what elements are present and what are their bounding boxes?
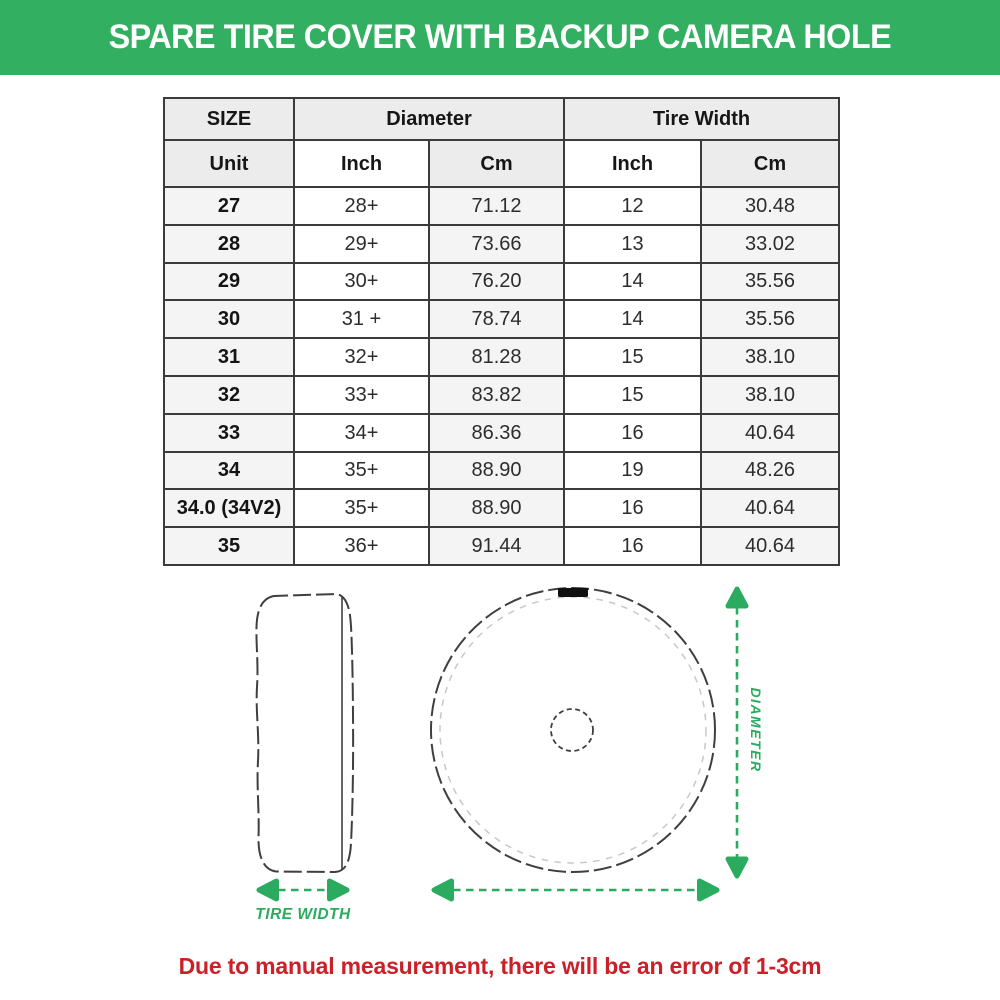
cell-width-cm: 40.64	[701, 489, 839, 527]
table-row	[164, 414, 839, 452]
col-header-size: SIZE	[164, 98, 294, 140]
col-header-unit: Unit	[164, 140, 294, 187]
table-row	[164, 489, 839, 527]
cell-width-cm: 40.64	[701, 527, 839, 565]
cell-size: 31	[164, 338, 294, 376]
cell-width-inch: 15	[564, 376, 701, 414]
col-header-diameter: Diameter	[294, 98, 564, 140]
cell-diameter-inch: 35+	[294, 452, 429, 490]
table-group-header-row	[164, 98, 839, 140]
cell-size: 29	[164, 263, 294, 301]
table-row	[164, 187, 839, 225]
cell-diameter-cm: 88.90	[429, 452, 564, 490]
tire-width-arrow	[259, 881, 347, 899]
col-header-diameter-cm: Cm	[429, 140, 564, 187]
col-header-diameter-inch: Inch	[294, 140, 429, 187]
cell-width-inch: 15	[564, 338, 701, 376]
backup-camera-hole	[551, 709, 593, 751]
banner-title: SPARE TIRE COVER WITH BACKUP CAMERA HOLE	[108, 18, 892, 56]
tire-diagram	[230, 575, 790, 935]
cell-size: 35	[164, 527, 294, 565]
cell-width-inch: 16	[564, 414, 701, 452]
arrowhead-left-icon	[434, 881, 452, 899]
cell-diameter-inch: 28+	[294, 187, 429, 225]
cell-diameter-cm: 76.20	[429, 263, 564, 301]
cell-diameter-cm: 81.28	[429, 338, 564, 376]
table-unit-header-row	[164, 140, 839, 187]
cell-size: 28	[164, 225, 294, 263]
diameter-arrow	[728, 589, 746, 876]
cell-width-inch: 14	[564, 300, 701, 338]
tire-front-view	[431, 588, 715, 872]
tire-side-view	[256, 594, 353, 872]
cell-width-inch: 12	[564, 187, 701, 225]
measurement-note: Due to manual measurement, there will be an error of 1-3cm	[178, 953, 822, 979]
table-row	[164, 376, 839, 414]
cell-size: 32	[164, 376, 294, 414]
cell-width-cm: 38.10	[701, 338, 839, 376]
arrowhead-right-icon	[700, 881, 718, 899]
table-row	[164, 225, 839, 263]
cell-width-cm: 48.26	[701, 452, 839, 490]
circle-width-arrow	[434, 881, 717, 899]
arrowhead-up-icon	[728, 589, 746, 606]
cell-diameter-inch: 33+	[294, 376, 429, 414]
arrowhead-right-icon	[330, 881, 348, 899]
cell-diameter-inch: 32+	[294, 338, 429, 376]
cell-width-cm: 38.10	[701, 376, 839, 414]
cell-size: 33	[164, 414, 294, 452]
cell-width-cm: 30.48	[701, 187, 839, 225]
cell-width-cm: 35.56	[701, 263, 839, 301]
arrowhead-down-icon	[728, 859, 746, 876]
col-header-width-cm: Cm	[701, 140, 839, 187]
cell-width-inch: 14	[564, 263, 701, 301]
cell-size: 27	[164, 187, 294, 225]
table-row	[164, 300, 839, 338]
cell-size: 30	[164, 300, 294, 338]
cell-size: 34.0 (34V2)	[164, 489, 294, 527]
banner	[0, 0, 1000, 75]
cell-diameter-cm: 91.44	[429, 527, 564, 565]
cell-diameter-cm: 73.66	[429, 225, 564, 263]
table-row	[164, 263, 839, 301]
table-row	[164, 452, 839, 490]
cell-diameter-cm: 78.74	[429, 300, 564, 338]
cell-diameter-cm: 83.82	[429, 376, 564, 414]
cell-size: 34	[164, 452, 294, 490]
cell-diameter-inch: 35+	[294, 489, 429, 527]
cell-width-inch: 16	[564, 489, 701, 527]
cell-width-cm: 40.64	[701, 414, 839, 452]
cell-width-cm: 33.02	[701, 225, 839, 263]
cell-diameter-inch: 34+	[294, 414, 429, 452]
col-header-tire-width: Tire Width	[564, 98, 839, 140]
cell-width-cm: 35.56	[701, 300, 839, 338]
cell-width-inch: 19	[564, 452, 701, 490]
table-row	[164, 527, 839, 565]
tire-width-label: TIRE WIDTH	[255, 906, 351, 923]
cell-diameter-inch: 29+	[294, 225, 429, 263]
size-table	[163, 97, 840, 566]
cell-diameter-cm: 71.12	[429, 187, 564, 225]
table-row	[164, 338, 839, 376]
cell-width-inch: 16	[564, 527, 701, 565]
diameter-label: DIAMETER	[748, 687, 764, 773]
cell-diameter-cm: 86.36	[429, 414, 564, 452]
cell-diameter-cm: 88.90	[429, 489, 564, 527]
arrowhead-left-icon	[259, 881, 277, 899]
cell-diameter-inch: 36+	[294, 527, 429, 565]
cell-width-inch: 13	[564, 225, 701, 263]
cell-diameter-inch: 30+	[294, 263, 429, 301]
top-marker	[558, 588, 588, 597]
col-header-width-inch: Inch	[564, 140, 701, 187]
cell-diameter-inch: 31 +	[294, 300, 429, 338]
